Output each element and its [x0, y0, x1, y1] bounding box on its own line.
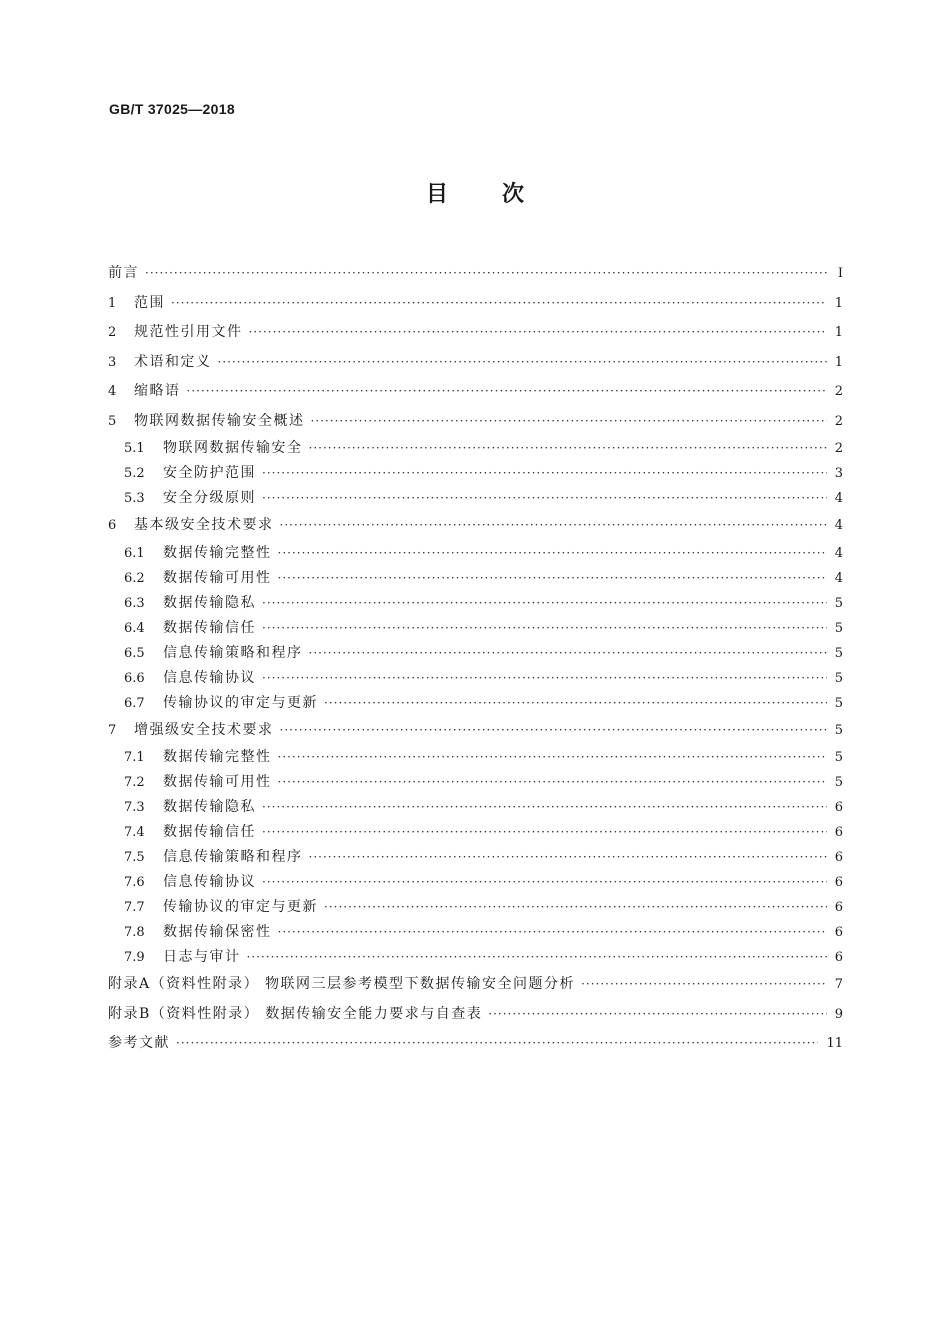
toc-entry[interactable]: [108, 820, 843, 845]
toc-entry-number: 7.7: [124, 900, 145, 915]
toc-entry-number: 7.6: [124, 875, 145, 890]
toc-entry-label: 信息传输协议: [163, 874, 256, 890]
toc-leader-dots: [309, 436, 827, 461]
toc-entry-number: 6.3: [124, 595, 145, 611]
toc-entry-page: 6: [834, 800, 843, 815]
toc-entry-number: 7.4: [124, 825, 145, 840]
toc-entry-page: 5: [834, 750, 843, 765]
toc-entry-number: 7.3: [124, 800, 145, 815]
toc-entry-page: 3: [834, 466, 843, 481]
toc-entry-label: 物联网数据传输安全概述: [134, 412, 305, 429]
toc-entry-label: 数据传输可用性: [163, 569, 272, 586]
toc-entry-label: 附录B（资料性附录） 数据传输安全能力要求与自查表: [108, 1005, 483, 1022]
toc-entry-page: 2: [834, 384, 843, 399]
toc-entry-number: 6.5: [124, 645, 145, 661]
toc-entry-page: 4: [834, 491, 843, 506]
toc-leader-dots: [262, 461, 827, 486]
toc-entry-page: 4: [834, 518, 843, 533]
toc-leader-dots: [176, 1029, 818, 1059]
toc-entry-page: 1: [834, 354, 843, 370]
toc-entry-label: 物联网数据传输安全: [163, 440, 303, 456]
toc-entry[interactable]: [108, 716, 843, 746]
toc-entry-page: 5: [834, 620, 843, 636]
page-title: [0, 180, 950, 210]
toc-entry-page: 7: [834, 977, 843, 992]
toc-leader-dots: [249, 318, 827, 348]
toc-leader-dots: [218, 348, 827, 378]
toc-leader-dots: [278, 566, 827, 591]
toc-entry[interactable]: [108, 486, 843, 511]
toc-entry-number: 6.1: [124, 545, 145, 561]
toc-entry-label: 数据传输隐私: [163, 799, 256, 815]
toc-leader-dots: [309, 845, 827, 870]
toc-leader-dots: [280, 511, 827, 541]
toc-leader-dots: [262, 486, 827, 511]
toc-entry-label: 数据传输完整性: [163, 749, 272, 765]
toc-entry-label: 数据传输隐私: [163, 594, 256, 611]
toc-entry-number: 6.7: [124, 695, 145, 711]
toc-entry-page: 5: [834, 670, 843, 686]
toc-leader-dots: [581, 970, 827, 1000]
toc-entry[interactable]: [108, 795, 843, 820]
toc-entry-page: 5: [834, 645, 843, 661]
toc-entry-label: 数据传输完整性: [163, 544, 272, 561]
toc-entry-page: 9: [834, 1006, 843, 1022]
toc-entry-label: 日志与审计: [163, 949, 241, 965]
toc-leader-dots: [262, 666, 827, 691]
toc-entry[interactable]: [108, 920, 843, 945]
toc-leader-dots: [278, 770, 827, 795]
toc-entry-label: 基本级安全技术要求: [134, 517, 274, 533]
toc-leader-dots: [278, 541, 827, 566]
toc-entry[interactable]: [108, 289, 843, 319]
toc-entry-page: 1: [834, 295, 843, 311]
toc-entry-page: 6: [834, 900, 843, 915]
toc-entry[interactable]: [108, 541, 843, 566]
toc-entry[interactable]: [108, 318, 843, 348]
toc-entry[interactable]: [108, 870, 843, 895]
toc-entry-label: 安全防护范围: [163, 465, 256, 481]
toc-leader-dots: [262, 616, 827, 641]
toc-leader-dots: [324, 691, 827, 716]
toc-entry-number: 7.8: [124, 925, 145, 940]
toc-entry[interactable]: [108, 895, 843, 920]
toc-entry-number: 6: [108, 518, 117, 533]
standard-number: GB/T 37025—2018: [109, 101, 235, 117]
toc-leader-dots: [324, 895, 827, 920]
toc-entry-page: 6: [834, 825, 843, 840]
toc-entry-label: 术语和定义: [134, 353, 212, 370]
toc-entry-page: 5: [834, 595, 843, 611]
toc-entry[interactable]: [108, 770, 843, 795]
toc-entry[interactable]: [108, 591, 843, 616]
title-char-2: 次: [502, 182, 525, 207]
toc-entry-page: 2: [834, 441, 843, 456]
toc-entry[interactable]: [108, 377, 843, 407]
toc-entry-page: 2: [834, 413, 843, 429]
toc-entry-number: 5.2: [124, 466, 145, 481]
toc-entry-label: 信息传输策略和程序: [163, 849, 303, 865]
toc-entry-label: 增强级安全技术要求: [134, 721, 274, 738]
toc-entry-page: 5: [834, 695, 843, 711]
toc-entry[interactable]: [108, 348, 843, 378]
toc-entry-label: 数据传输保密性: [163, 924, 272, 940]
toc-entry-label: 参考文献: [108, 1035, 170, 1051]
toc-entry-page: Ⅰ: [837, 266, 843, 281]
toc-entry-page: 6: [834, 850, 843, 865]
toc-leader-dots: [247, 945, 827, 970]
toc-entry-label: 传输协议的审定与更新: [163, 694, 318, 711]
toc-leader-dots: [280, 716, 827, 746]
toc-entry-label: 规范性引用文件: [134, 324, 243, 340]
toc-entry-page: 11: [826, 1036, 843, 1051]
toc-entry[interactable]: [108, 407, 843, 437]
toc-entry[interactable]: [108, 259, 843, 289]
toc-entry-number: 3: [108, 354, 117, 370]
toc-entry-number: 5: [108, 413, 117, 429]
table-of-contents: [108, 259, 843, 1059]
toc-entry[interactable]: [108, 845, 843, 870]
toc-entry[interactable]: [108, 566, 843, 591]
toc-leader-dots: [309, 641, 827, 666]
toc-leader-dots: [488, 1000, 826, 1030]
toc-entry-page: 5: [834, 775, 843, 790]
toc-entry-page: 5: [834, 722, 843, 738]
toc-entry-page: 4: [834, 570, 843, 586]
toc-entry[interactable]: [108, 666, 843, 691]
toc-leader-dots: [278, 745, 827, 770]
toc-entry-label: 附录A（资料性附录） 物联网三层参考模型下数据传输安全问题分析: [108, 976, 576, 992]
toc-entry-page: 1: [834, 325, 843, 340]
toc-leader-dots: [311, 407, 827, 437]
toc-entry-number: 1: [108, 295, 117, 311]
toc-entry-number: 6.2: [124, 570, 145, 586]
toc-entry[interactable]: [108, 745, 843, 770]
toc-entry-number: 7.1: [124, 750, 145, 765]
toc-entry-number: 5.3: [124, 491, 145, 506]
toc-leader-dots: [187, 377, 827, 407]
toc-leader-dots: [278, 920, 827, 945]
toc-entry-page: 6: [834, 925, 843, 940]
toc-entry-number: 7: [108, 722, 117, 738]
toc-entry[interactable]: [108, 691, 843, 716]
toc-entry-label: 数据传输信任: [163, 824, 256, 840]
title-char-1: 目: [425, 182, 448, 207]
toc-leader-dots: [262, 870, 827, 895]
toc-leader-dots: [262, 795, 827, 820]
toc-entry-label: 数据传输信任: [163, 619, 256, 636]
toc-entry-label: 缩略语: [134, 383, 181, 399]
toc-entry-label: 安全分级原则: [163, 490, 256, 506]
toc-entry-label: 范围: [134, 294, 165, 311]
toc-entry-number: 2: [108, 325, 117, 340]
toc-entry-number: 6.6: [124, 670, 145, 686]
toc-entry-page: 4: [834, 545, 843, 561]
toc-entry[interactable]: [108, 436, 843, 461]
toc-entry-number: 5.1: [124, 441, 145, 456]
toc-entry-number: 7.2: [124, 775, 145, 790]
toc-entry-number: 7.9: [124, 950, 145, 965]
toc-entry-number: 4: [108, 384, 117, 399]
toc-entry-label: 信息传输策略和程序: [163, 644, 303, 661]
toc-entry[interactable]: [108, 1029, 843, 1059]
toc-entry-label: 传输协议的审定与更新: [163, 899, 318, 915]
toc-entry[interactable]: [108, 461, 843, 486]
toc-entry-number: 7.5: [124, 850, 145, 865]
toc-entry[interactable]: [108, 945, 843, 970]
toc-entry[interactable]: [108, 616, 843, 641]
toc-entry-page: 6: [834, 875, 843, 890]
toc-entry-number: 6.4: [124, 620, 145, 636]
toc-entry[interactable]: [108, 970, 843, 1000]
toc-leader-dots: [171, 289, 827, 319]
toc-entry-label: 前言: [108, 265, 139, 281]
toc-leader-dots: [262, 591, 827, 616]
toc-entry-label: 信息传输协议: [163, 669, 256, 686]
toc-entry[interactable]: [108, 641, 843, 666]
toc-leader-dots: [262, 820, 827, 845]
toc-entry[interactable]: [108, 511, 843, 541]
toc-entry[interactable]: [108, 1000, 843, 1030]
toc-entry-label: 数据传输可用性: [163, 774, 272, 790]
toc-entry-page: 6: [834, 950, 843, 965]
toc-leader-dots: [145, 259, 829, 289]
